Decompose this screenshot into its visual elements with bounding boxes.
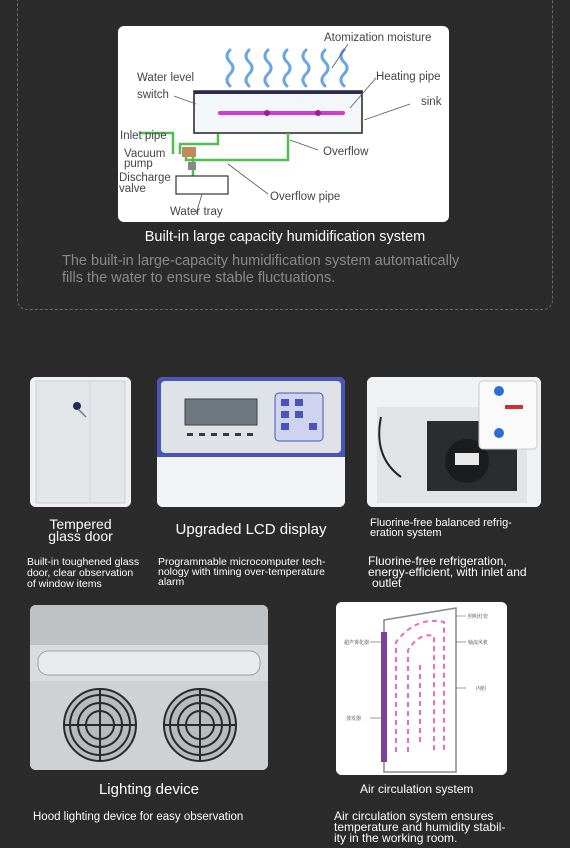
lighting-photo — [30, 605, 268, 770]
label-overflow-pipe: Overflow pipe — [270, 191, 341, 203]
lighting-desc: Hood lighting device for easy observation — [33, 811, 244, 823]
air-title: Air circulation system — [360, 782, 474, 796]
lcd-panel-image — [157, 377, 345, 507]
lcd-desc-line2: nology with timing over-temperature — [158, 566, 325, 578]
glass-door-photo — [30, 377, 131, 507]
glass-desc-line1: Built-in toughened glass — [27, 556, 140, 568]
lighting-title: Lighting device — [98, 781, 200, 798]
glass-title-line2: glass door — [48, 528, 113, 544]
refrigeration-title-line2: eration system — [370, 527, 442, 539]
lcd-title: Upgraded LCD display — [175, 521, 327, 538]
air-label-3: 内胆 — [476, 686, 487, 692]
label-discharge: Discharge — [119, 172, 171, 184]
refrigeration-desc-line3: outlet — [372, 576, 402, 590]
lcd-desc-line1: Programmable microcomputer tech- — [158, 556, 326, 568]
label-pump: pump — [124, 158, 153, 170]
air-circulation-diagram — [336, 602, 507, 775]
humidifier-description-line2: fills the water to ensure stable fluctuations. — [62, 270, 336, 286]
label-heating-pipe: Heating pipe — [376, 71, 441, 83]
humidifier-diagram — [118, 26, 449, 222]
glass-desc-line2: door, clear observation — [27, 567, 134, 579]
air-label-4: 超声雾化器 — [344, 640, 370, 646]
label-inlet-pipe: Inlet pipe — [120, 130, 167, 142]
label-atomization: Atomization moisture — [324, 32, 432, 44]
label-vacuum: Vacuum — [124, 148, 166, 160]
label-sink: sink — [421, 96, 442, 108]
label-overflow: Overflow — [323, 146, 369, 158]
refrigeration-title-line1: Fluorine-free balanced refrig- — [370, 517, 512, 529]
air-label-1: 照明灯管 — [468, 614, 489, 620]
steam-icon — [227, 50, 347, 86]
glass-title-line1: Tempered — [49, 516, 112, 532]
humidifier-title: Built-in large capacity humidification system — [144, 229, 426, 245]
glass-desc-line3: of window items — [27, 578, 102, 590]
refrigeration-desc-line2: energy-efficient, with inlet and — [368, 565, 527, 579]
air-label-2: 轴流风机 — [468, 640, 489, 646]
lighting-fans-image — [30, 605, 268, 770]
humidifier-description-line1: The built-in large-capacity humidification system automatically — [62, 253, 460, 269]
lcd-photo — [157, 377, 345, 507]
glass-door-image — [30, 377, 131, 507]
refrigeration-desc-line1: Fluorine-free refrigeration, — [368, 554, 507, 568]
refrigeration-photo — [367, 377, 541, 507]
air-desc-line1: Air circulation system ensures — [334, 809, 494, 823]
air-desc-line2: temperature and humidity stabil- — [334, 820, 506, 834]
label-water-level: Water level — [137, 72, 195, 84]
lcd-desc-line3: alarm — [158, 576, 185, 588]
air-label-5: 蒸发器 — [346, 716, 362, 722]
label-water-tray: Water tray — [170, 206, 223, 218]
label-switch: switch — [137, 89, 169, 101]
label-valve: valve — [119, 183, 146, 195]
air-desc-line3: ity in the working room. — [334, 831, 458, 845]
compressor-image — [367, 377, 541, 507]
